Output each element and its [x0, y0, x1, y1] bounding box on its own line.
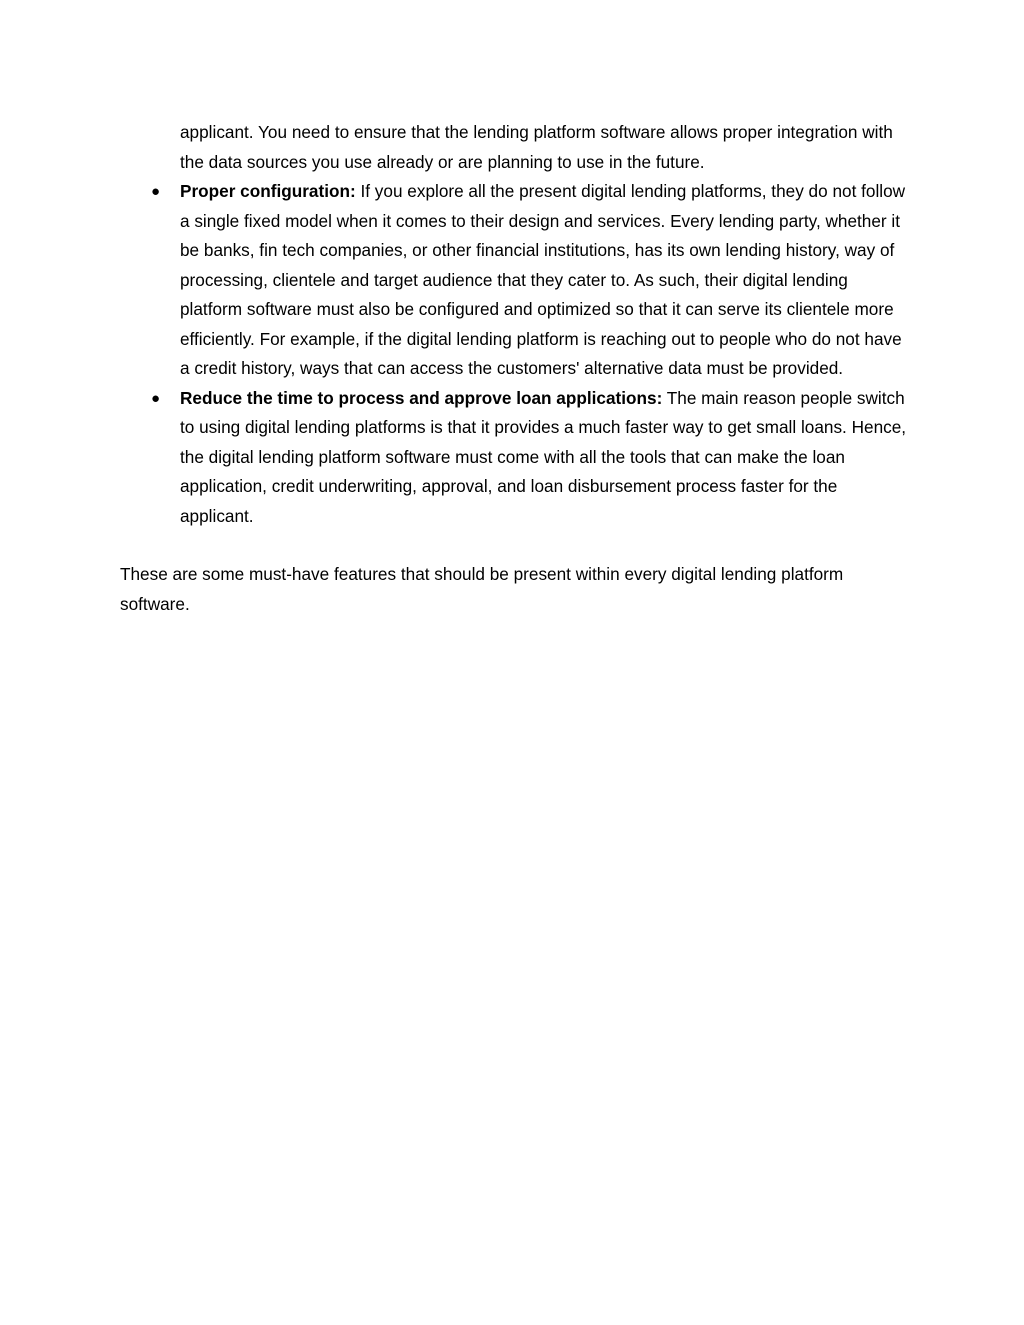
list-item-heading: Reduce the time to process and approve loan applications: — [180, 387, 663, 408]
continued-paragraph: applicant. You need to ensure that the lending platform software allows proper integration with the data sources you use already or are planning to use in the future. — [180, 122, 893, 172]
list-item-text: The main reason people switch to using digital lending platforms is that it provides a much faster way to get small loans. Hence, the digital lending platform software must come with all the tools that can make the loan application, credit underwriting, approval, and loan disbursement process faster for the applicant. — [180, 387, 907, 526]
bullet-icon: ● — [151, 183, 161, 200]
list-item-proper-configuration — [120, 177, 910, 384]
bullet-icon: ● — [151, 389, 161, 407]
list-item-text: If you explore all the present digital lending platforms, they do not follow a single fixed model when it comes to their design and services. Every lending party, whether it be banks, fin tech companies, or other financial institutions, has its own lending history, way of processing, clientele and target audience that they cater to. As such, their digital lending platform software must also be configured and optimized so that it can serve its clientele more efficiently. For example, if the digital lending platform is reaching out to people who do not have a credit history, ways that can access the customers' alternative data must be provided. — [180, 181, 906, 378]
list-item-heading: Proper configuration: — [180, 181, 356, 201]
document-body — [120, 118, 910, 619]
list-item-reduce-time — [120, 384, 910, 532]
closing-paragraph: These are some must-have features that should be present within every digital lending platform software. — [120, 564, 844, 614]
feature-list — [120, 177, 910, 531]
